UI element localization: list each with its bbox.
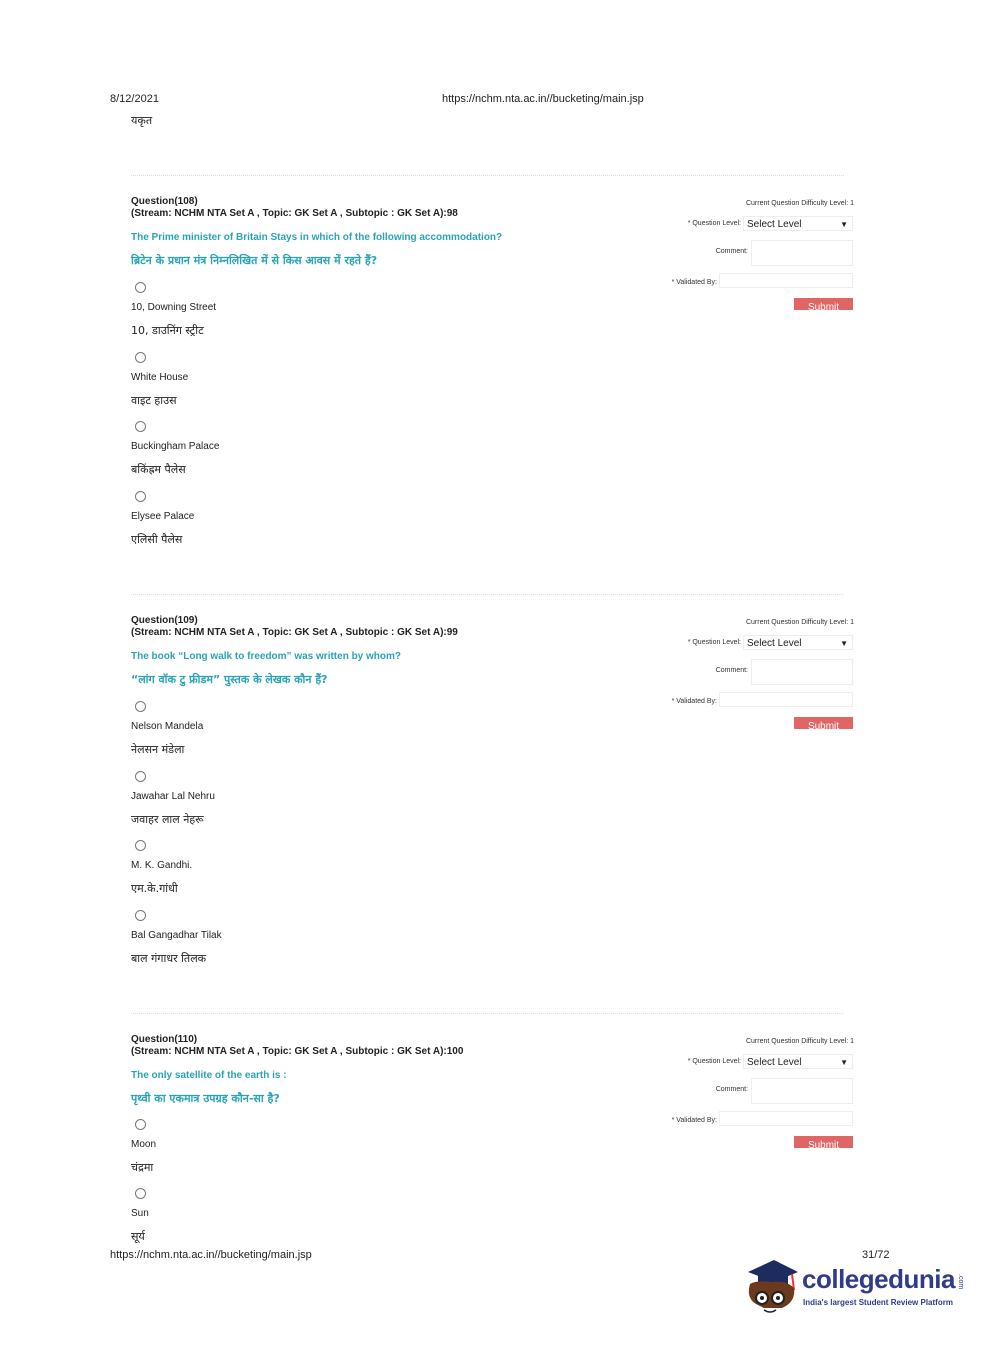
option-radio[interactable] xyxy=(135,421,146,432)
option-text-hi: जवाहर लाल नेहरू xyxy=(131,813,204,826)
question-level-label: * Question Level: xyxy=(687,1058,741,1065)
option-radio[interactable] xyxy=(135,352,146,363)
chevron-down-icon: ▼ xyxy=(840,639,848,648)
option-text-hi: नेलसन मंडेला xyxy=(131,743,185,756)
option-text-en: Bal Gangadhar Tilak xyxy=(131,930,222,941)
comment-label: Comment: xyxy=(715,667,748,674)
validated-by-label: * Validated By: xyxy=(671,279,717,286)
question-title: Question(108) xyxy=(131,196,198,207)
comment-label: Comment: xyxy=(715,248,748,255)
select-value: Select Level xyxy=(747,1057,802,1068)
question-text-hi: ब्रिटेन के प्रधान मंत्र निम्नलिखित में से किस आवस में रहते हैं? xyxy=(131,254,378,267)
logo-suffix: .com xyxy=(957,1274,964,1290)
option-radio[interactable] xyxy=(135,1119,146,1130)
option-text-en: Moon xyxy=(131,1139,157,1150)
comment-label: Comment: xyxy=(715,1086,748,1093)
option-text-hi: बाल गंगाधर तिलक xyxy=(131,952,207,965)
question-text-en: The book “Long walk to freedom” was written by whom? xyxy=(131,651,402,662)
question-level-label: * Question Level: xyxy=(687,639,741,646)
option-radio[interactable] xyxy=(135,910,146,921)
question-text-hi: “लांग वॉक टु फ्रीडम” पुस्तक के लेखक कौन हैं? xyxy=(131,673,328,686)
mascot-logo-icon xyxy=(742,1250,802,1316)
question-text-en: The only satellite of the earth is : xyxy=(131,1070,287,1081)
carry-over-text: यकृत xyxy=(131,114,153,127)
validated-by-label: * Validated By: xyxy=(671,698,717,705)
chevron-down-icon: ▼ xyxy=(840,1058,848,1067)
separator xyxy=(131,594,844,595)
question-level-label: * Question Level: xyxy=(687,220,741,227)
option-radio[interactable] xyxy=(135,1188,146,1199)
option-text-en: M. K. Gandhi. xyxy=(131,860,193,871)
difficulty-label: Current Question Difficulty Level: 1 xyxy=(745,1038,854,1045)
question-level-select[interactable] xyxy=(743,635,853,650)
separator xyxy=(131,175,844,176)
option-text-en: Elysee Palace xyxy=(131,511,195,522)
select-value: Select Level xyxy=(747,638,802,649)
option-text-en: Sun xyxy=(131,1208,149,1219)
option-text-en: 10, Downing Street xyxy=(131,302,217,313)
question-level-select[interactable] xyxy=(743,1054,853,1069)
comment-field[interactable] xyxy=(751,240,853,266)
option-text-en: Jawahar Lal Nehru xyxy=(131,791,215,802)
question-level-select[interactable] xyxy=(743,216,853,231)
validated-by-label: * Validated By: xyxy=(671,1117,717,1124)
option-text-hi: एम.के.गांधी xyxy=(131,882,178,895)
chevron-down-icon: ▼ xyxy=(840,220,848,229)
question-stream: (Stream: NCHM NTA Set A , Topic: GK Set A , Subtopic : GK Set A):99 xyxy=(131,627,458,638)
validated-by-field[interactable] xyxy=(719,273,853,288)
option-text-hi: एलिसी पैलेस xyxy=(131,533,183,546)
validated-by-field[interactable] xyxy=(719,692,853,707)
option-text-hi: चंद्रमा xyxy=(131,1161,154,1174)
option-radio[interactable] xyxy=(135,282,146,293)
option-text-en: Buckingham Palace xyxy=(131,441,220,452)
option-radio[interactable] xyxy=(135,840,146,851)
page-number: 31/72 xyxy=(862,1249,890,1261)
question-title: Question(110) xyxy=(131,1034,198,1045)
logo-wordmark: collegedunia xyxy=(802,1264,955,1294)
footer-url[interactable]: https://nchm.nta.ac.in//bucketing/main.jsp xyxy=(110,1249,312,1261)
validated-by-field[interactable] xyxy=(719,1111,853,1126)
option-radio[interactable] xyxy=(135,701,146,712)
logo-tagline: India's largest Student Review Platform xyxy=(803,1298,953,1307)
comment-field[interactable] xyxy=(751,659,853,685)
option-text-en: Nelson Mandela xyxy=(131,721,204,732)
option-text-hi: वाइट हाउस xyxy=(131,394,177,407)
option-radio[interactable] xyxy=(135,491,146,502)
select-value: Select Level xyxy=(747,219,802,230)
submit-button[interactable]: Submit xyxy=(794,298,853,310)
submit-button[interactable]: Submit xyxy=(794,1136,853,1148)
separator xyxy=(131,1013,844,1014)
option-text-hi: बकिंह्रम पैलेस xyxy=(131,463,186,476)
question-text-en: The Prime minister of Britain Stays in which of the following accommodation? xyxy=(131,232,503,243)
question-title: Question(109) xyxy=(131,615,198,626)
question-stream: (Stream: NCHM NTA Set A , Topic: GK Set A , Subtopic : GK Set A):100 xyxy=(131,1046,464,1057)
option-text-en: White House xyxy=(131,372,189,383)
difficulty-label: Current Question Difficulty Level: 1 xyxy=(745,200,854,207)
print-date: 8/12/2021 xyxy=(110,93,159,105)
option-radio[interactable] xyxy=(135,771,146,782)
difficulty-label: Current Question Difficulty Level: 1 xyxy=(745,619,854,626)
print-url[interactable]: https://nchm.nta.ac.in//bucketing/main.jsp xyxy=(442,93,644,105)
submit-button[interactable]: Submit xyxy=(794,717,853,729)
comment-field[interactable] xyxy=(751,1078,853,1104)
question-text-hi: पृथ्वी का एकमात्र उपग्रह कौन-सा है? xyxy=(131,1092,280,1105)
option-text-hi: 10, डाउनिंग स्ट्रीट xyxy=(131,324,204,337)
option-text-hi: सूर्य xyxy=(131,1230,145,1243)
question-stream: (Stream: NCHM NTA Set A , Topic: GK Set A , Subtopic : GK Set A):98 xyxy=(131,208,458,219)
